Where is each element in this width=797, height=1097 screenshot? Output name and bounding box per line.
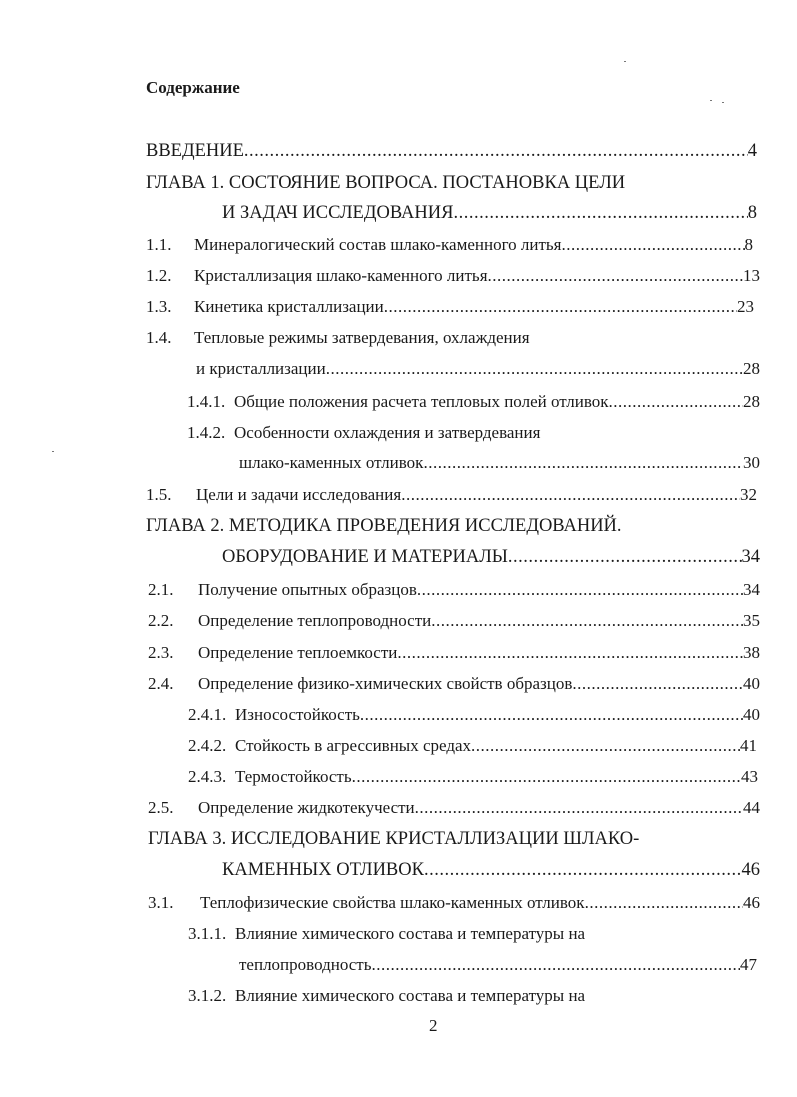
toc-entry-text: Влияние химического состава и температуры на [235,924,586,943]
toc-leader-dots [423,453,743,473]
toc-entry-text: Тепловые режимы затвердевания, охлаждения [194,328,530,347]
toc-entry-1-4-1 [187,392,760,414]
toc-section-number: 2.3. [148,643,174,662]
toc-section-number: 2.4.2. [188,736,227,755]
toc-entry-1-4-2 [187,423,540,447]
toc-entry-1-4-2-continuation [239,453,760,475]
toc-chapter-1-heading: ГЛАВА 1. СОСТОЯНИЕ ВОПРОСА. ПОСТАНОВКА ЦЕЛИ [146,173,626,193]
page-title: Содержание [146,78,240,97]
toc-leader-dots [417,580,743,600]
toc-entry-text: Стойкость в агрессивных средах [235,736,472,755]
toc-section-number: 1.4.1. [187,392,226,411]
toc-entry-1-5 [146,485,757,507]
toc-section-number: 2.4.1. [188,705,227,724]
toc-entry-1-4-continuation [196,359,760,381]
toc-entry-text: Получение опытных образцов [198,580,417,599]
toc-entry-text: Цели и задачи исследования [196,485,402,504]
toc-leader-dots [609,392,744,412]
toc-page-number: 30 [743,453,760,472]
toc-entry-text: Особенности охлаждения и затвердевания [234,423,541,442]
toc-entry-text: Определение жидкотекучести [198,798,415,817]
toc-leader-dots [585,893,743,913]
toc-chapter-3-heading: ГЛАВА 3. ИССЛЕДОВАНИЕ КРИСТАЛЛИЗАЦИИ ШЛАКО- [148,829,640,849]
toc-section-number: 2.2. [148,611,174,630]
toc-chapter-1-continuation [222,203,757,225]
toc-entry-text: Кинетика кристаллизации [194,297,384,316]
toc-entry-text: Кристаллизация шлако-каменного литья [194,266,488,285]
toc-chapter-2-continuation [222,547,760,569]
toc-page-number: 28 [743,392,760,411]
toc-entry-3-1-2 [188,986,585,1010]
toc-section-number: 2.4.3. [188,767,227,786]
toc-entry-text: Термостойкость [235,767,352,786]
toc-section-number: 2.1. [148,580,174,599]
toc-entry-1-1 [146,235,753,257]
toc-page-number: 23 [737,297,754,316]
toc-page-number: 46 [741,860,760,880]
toc-entry-1-3 [146,297,754,319]
toc-entry-3-1-1 [188,924,585,948]
toc-section-number: 3.1.2. [188,986,227,1005]
toc-entry-text: Определение физико-химических свойств образцов [198,674,573,693]
toc-page-number: 13 [743,266,760,285]
toc-page-number: 8 [744,235,753,254]
toc-section-number: 1.2. [146,266,172,285]
toc-entry-text: Минералогический состав шлако-каменного литья [194,235,562,254]
toc-entry-text: Износостойкость [235,705,360,724]
toc-leader-dots [360,705,743,725]
toc-page-number: 38 [743,643,760,662]
toc-page-number: 43 [741,767,758,786]
toc-entry-text: и кристаллизации [196,359,326,378]
toc-leader-dots [431,611,743,631]
toc-entry-introduction [146,141,757,163]
toc-leader-dots [352,767,741,787]
page-number: 2 [429,1016,438,1035]
toc-entry-2-4-3 [188,767,758,789]
toc-entry-2-4-2 [188,736,757,758]
toc-entry-2-2 [148,611,760,633]
toc-section-number: 1.1. [146,235,172,254]
toc-page-number: 34 [741,547,760,567]
toc-leader-dots [471,736,740,756]
toc-leader-dots [572,674,743,694]
toc-page-number: 34 [743,580,760,599]
toc-page-number: 41 [740,736,757,755]
toc-entry-text: ВВЕДЕНИЕ [146,141,244,161]
toc-entry-text: Влияние химического состава и температуры на [235,986,586,1005]
toc-page-number: 4 [747,141,757,161]
toc-chapter-2-heading: ГЛАВА 2. МЕТОДИКА ПРОВЕДЕНИЯ ИССЛЕДОВАНИЙ. [146,516,622,536]
toc-entry-text: И ЗАДАЧ ИССЛЕДОВАНИЯ [222,203,454,223]
toc-chapter-3-continuation [222,860,760,882]
toc-entry-2-4-1 [188,705,760,727]
toc-page-number: 32 [740,485,757,504]
toc-entry-text: ОБОРУДОВАНИЕ И МАТЕРИАЛЫ [222,547,508,567]
toc-leader-dots [326,359,743,379]
toc-section-number: 3.1.1. [188,924,227,943]
toc-section-number: 3.1. [148,893,174,912]
toc-entry-2-1 [148,580,760,602]
toc-section-number: 2.4. [148,674,174,693]
toc-page-number: 44 [743,798,760,817]
toc-page-number: 28 [743,359,760,378]
toc-entry-text: теплопроводность [239,955,372,974]
toc-leader-dots [424,860,742,881]
toc-entry-text: Общие положения расчета тепловых полей отливок [234,392,609,411]
toc-page-number: 8 [747,203,757,223]
toc-section-number: 1.4.2. [187,423,226,442]
toc-page-number: 40 [743,674,760,693]
toc-entry-1-2 [146,266,760,288]
toc-section-number: 1.4. [146,328,172,347]
toc-entry-text: Определение теплоемкости [198,643,398,662]
toc-page-number: 40 [743,705,760,724]
toc-leader-dots [397,643,743,663]
toc-section-number: 2.5. [148,798,174,817]
toc-leader-dots [488,266,743,286]
toc-section-number: 1.5. [146,485,172,504]
toc-leader-dots [415,798,743,818]
toc-leader-dots [561,235,744,255]
toc-leader-dots [508,547,742,568]
toc-entry-text: Теплофизические свойства шлако-каменных отливок [200,893,585,912]
toc-leader-dots [401,485,740,505]
scan-speck [710,100,712,101]
toc-entry-1-4 [146,328,530,352]
toc-entry-3-1-1-continuation [239,955,757,977]
toc-entry-text: Определение теплопроводности [198,611,432,630]
toc-entry-text: КАМЕННЫХ ОТЛИВОК [222,860,424,880]
toc-leader-dots [244,141,748,162]
toc-leader-dots [384,297,737,317]
toc-leader-dots [453,203,747,224]
toc-entry-text: шлако-каменных отливок [239,453,424,472]
toc-section-number: 1.3. [146,297,172,316]
toc-entry-3-1 [148,893,760,915]
toc-leader-dots [371,955,740,975]
toc-entry-2-3 [148,643,760,665]
toc-entry-2-4 [148,674,760,696]
scan-speck [52,451,54,452]
scan-speck [624,61,626,62]
toc-page-number: 35 [743,611,760,630]
toc-page-number: 47 [740,955,757,974]
scan-speck [722,102,724,103]
toc-entry-2-5 [148,798,760,820]
toc-page-number: 46 [743,893,760,912]
